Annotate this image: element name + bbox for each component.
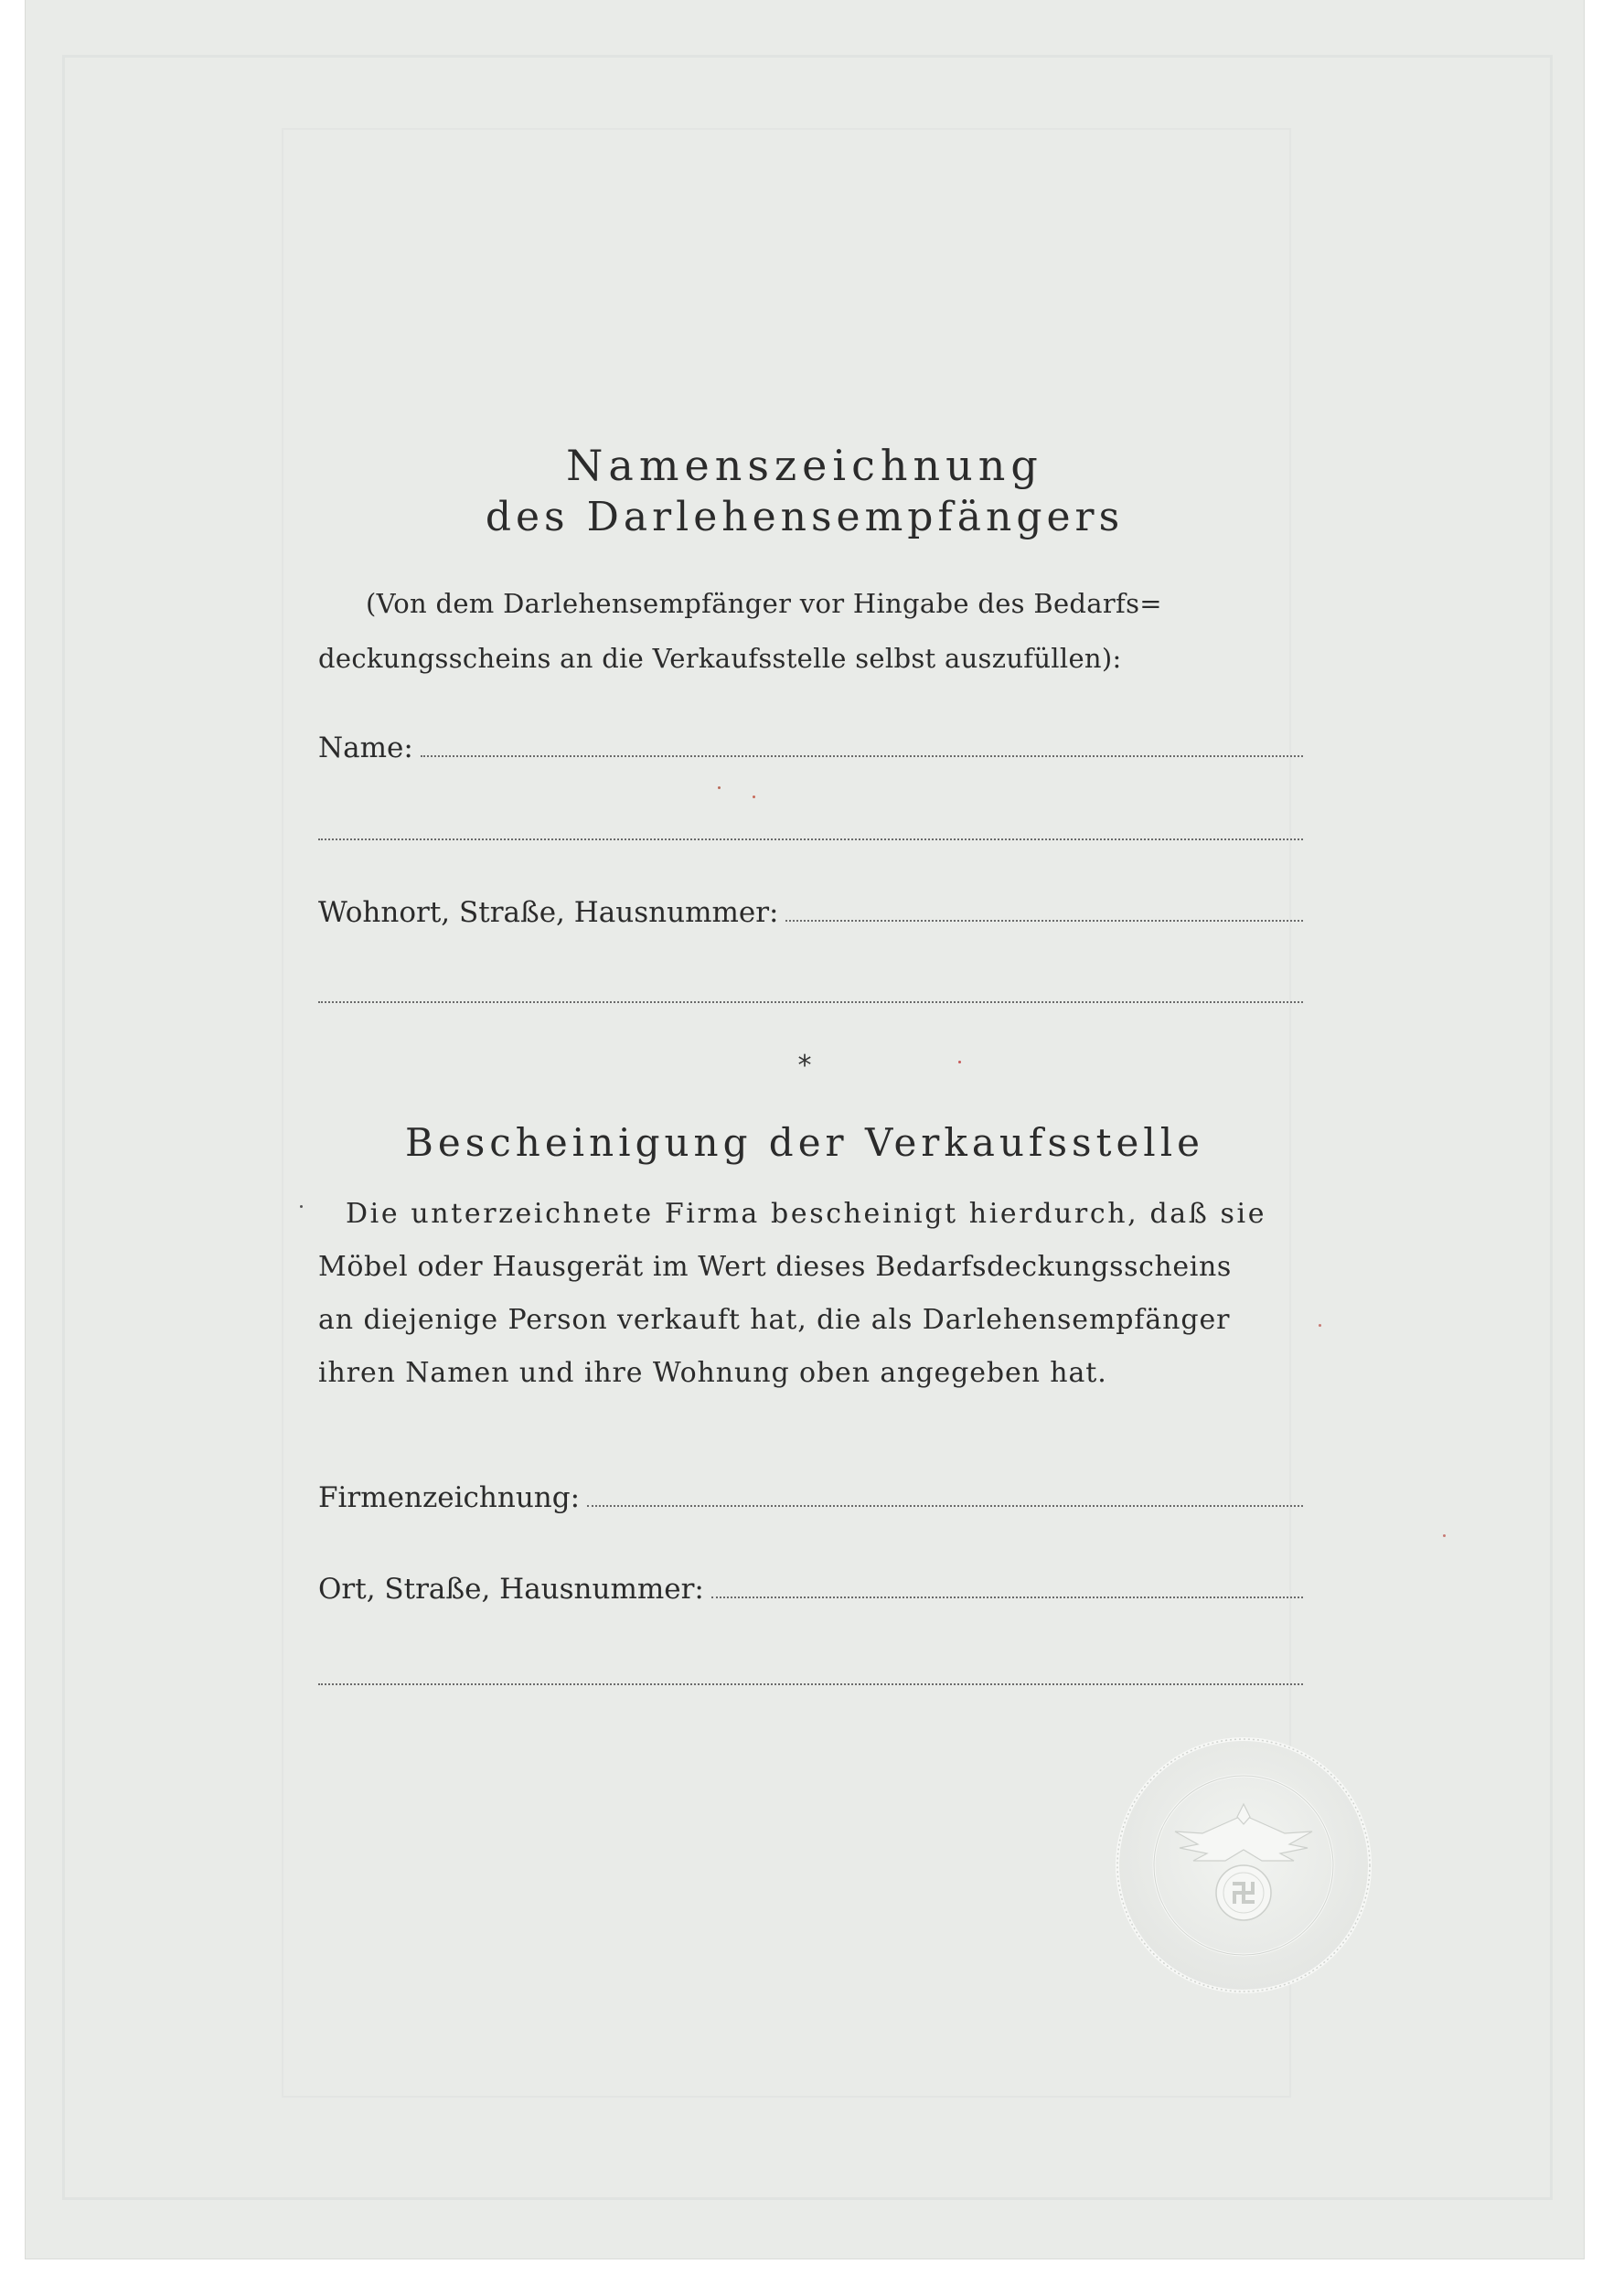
seller-address-line[interactable]	[711, 1596, 1303, 1598]
paper-speck	[753, 796, 755, 798]
company-signature-field[interactable]	[318, 1481, 1303, 1514]
certificate-line-2: Möbel oder Hausgerät im Wert dieses Bedarfsdeckungsscheins	[318, 1251, 1232, 1283]
company-signature-label: Firmenzeichnung:	[318, 1481, 581, 1514]
recipient-address-line-2[interactable]	[318, 1000, 1303, 1003]
instruction-line-1: (Von dem Darlehensempfänger vor Hingabe des Bedarfs=	[366, 588, 1162, 619]
recipient-address-label: Wohnort, Straße, Hausnummer:	[318, 896, 779, 929]
document-sheet	[26, 0, 1584, 2259]
header-subtitle: des Darlehensempfängers	[485, 494, 1125, 540]
name-field-line[interactable]	[421, 754, 1303, 757]
certificate-line-4: ihren Namen und ihre Wohnung oben angegeben hat.	[318, 1357, 1107, 1389]
recipient-address-line[interactable]	[785, 919, 1303, 922]
certificate-title: Bescheinigung der Verkaufsstelle	[404, 1120, 1205, 1165]
seller-address-line-2[interactable]	[318, 1682, 1303, 1685]
name-field-label: Name:	[318, 732, 413, 764]
name-field[interactable]	[318, 732, 1303, 764]
header-title: Namenszeichnung	[566, 441, 1043, 490]
paper-speck	[958, 1061, 961, 1063]
recipient-address-field[interactable]	[318, 896, 1303, 929]
instruction-line-2: deckungsscheins an die Verkaufsstelle selbst auszufüllen):	[318, 643, 1122, 674]
company-signature-line[interactable]	[587, 1504, 1303, 1507]
seller-address-field[interactable]	[318, 1573, 1303, 1606]
certificate-line-1: Die unterzeichnete Firma bescheinigt hierdurch, daß sie	[346, 1198, 1267, 1230]
separator-asterisk: *	[797, 1050, 812, 1082]
paper-speck	[718, 786, 721, 789]
paper-speck	[300, 1205, 303, 1208]
name-field-line-2[interactable]	[318, 838, 1303, 840]
paper-speck	[1443, 1534, 1446, 1537]
seller-address-label: Ort, Straße, Hausnummer:	[318, 1573, 704, 1606]
paper-speck	[1319, 1324, 1321, 1327]
embossed-seal-icon	[1111, 1733, 1376, 1998]
certificate-line-3: an diejenige Person verkauft hat, die als Darlehensempfänger	[318, 1304, 1231, 1336]
